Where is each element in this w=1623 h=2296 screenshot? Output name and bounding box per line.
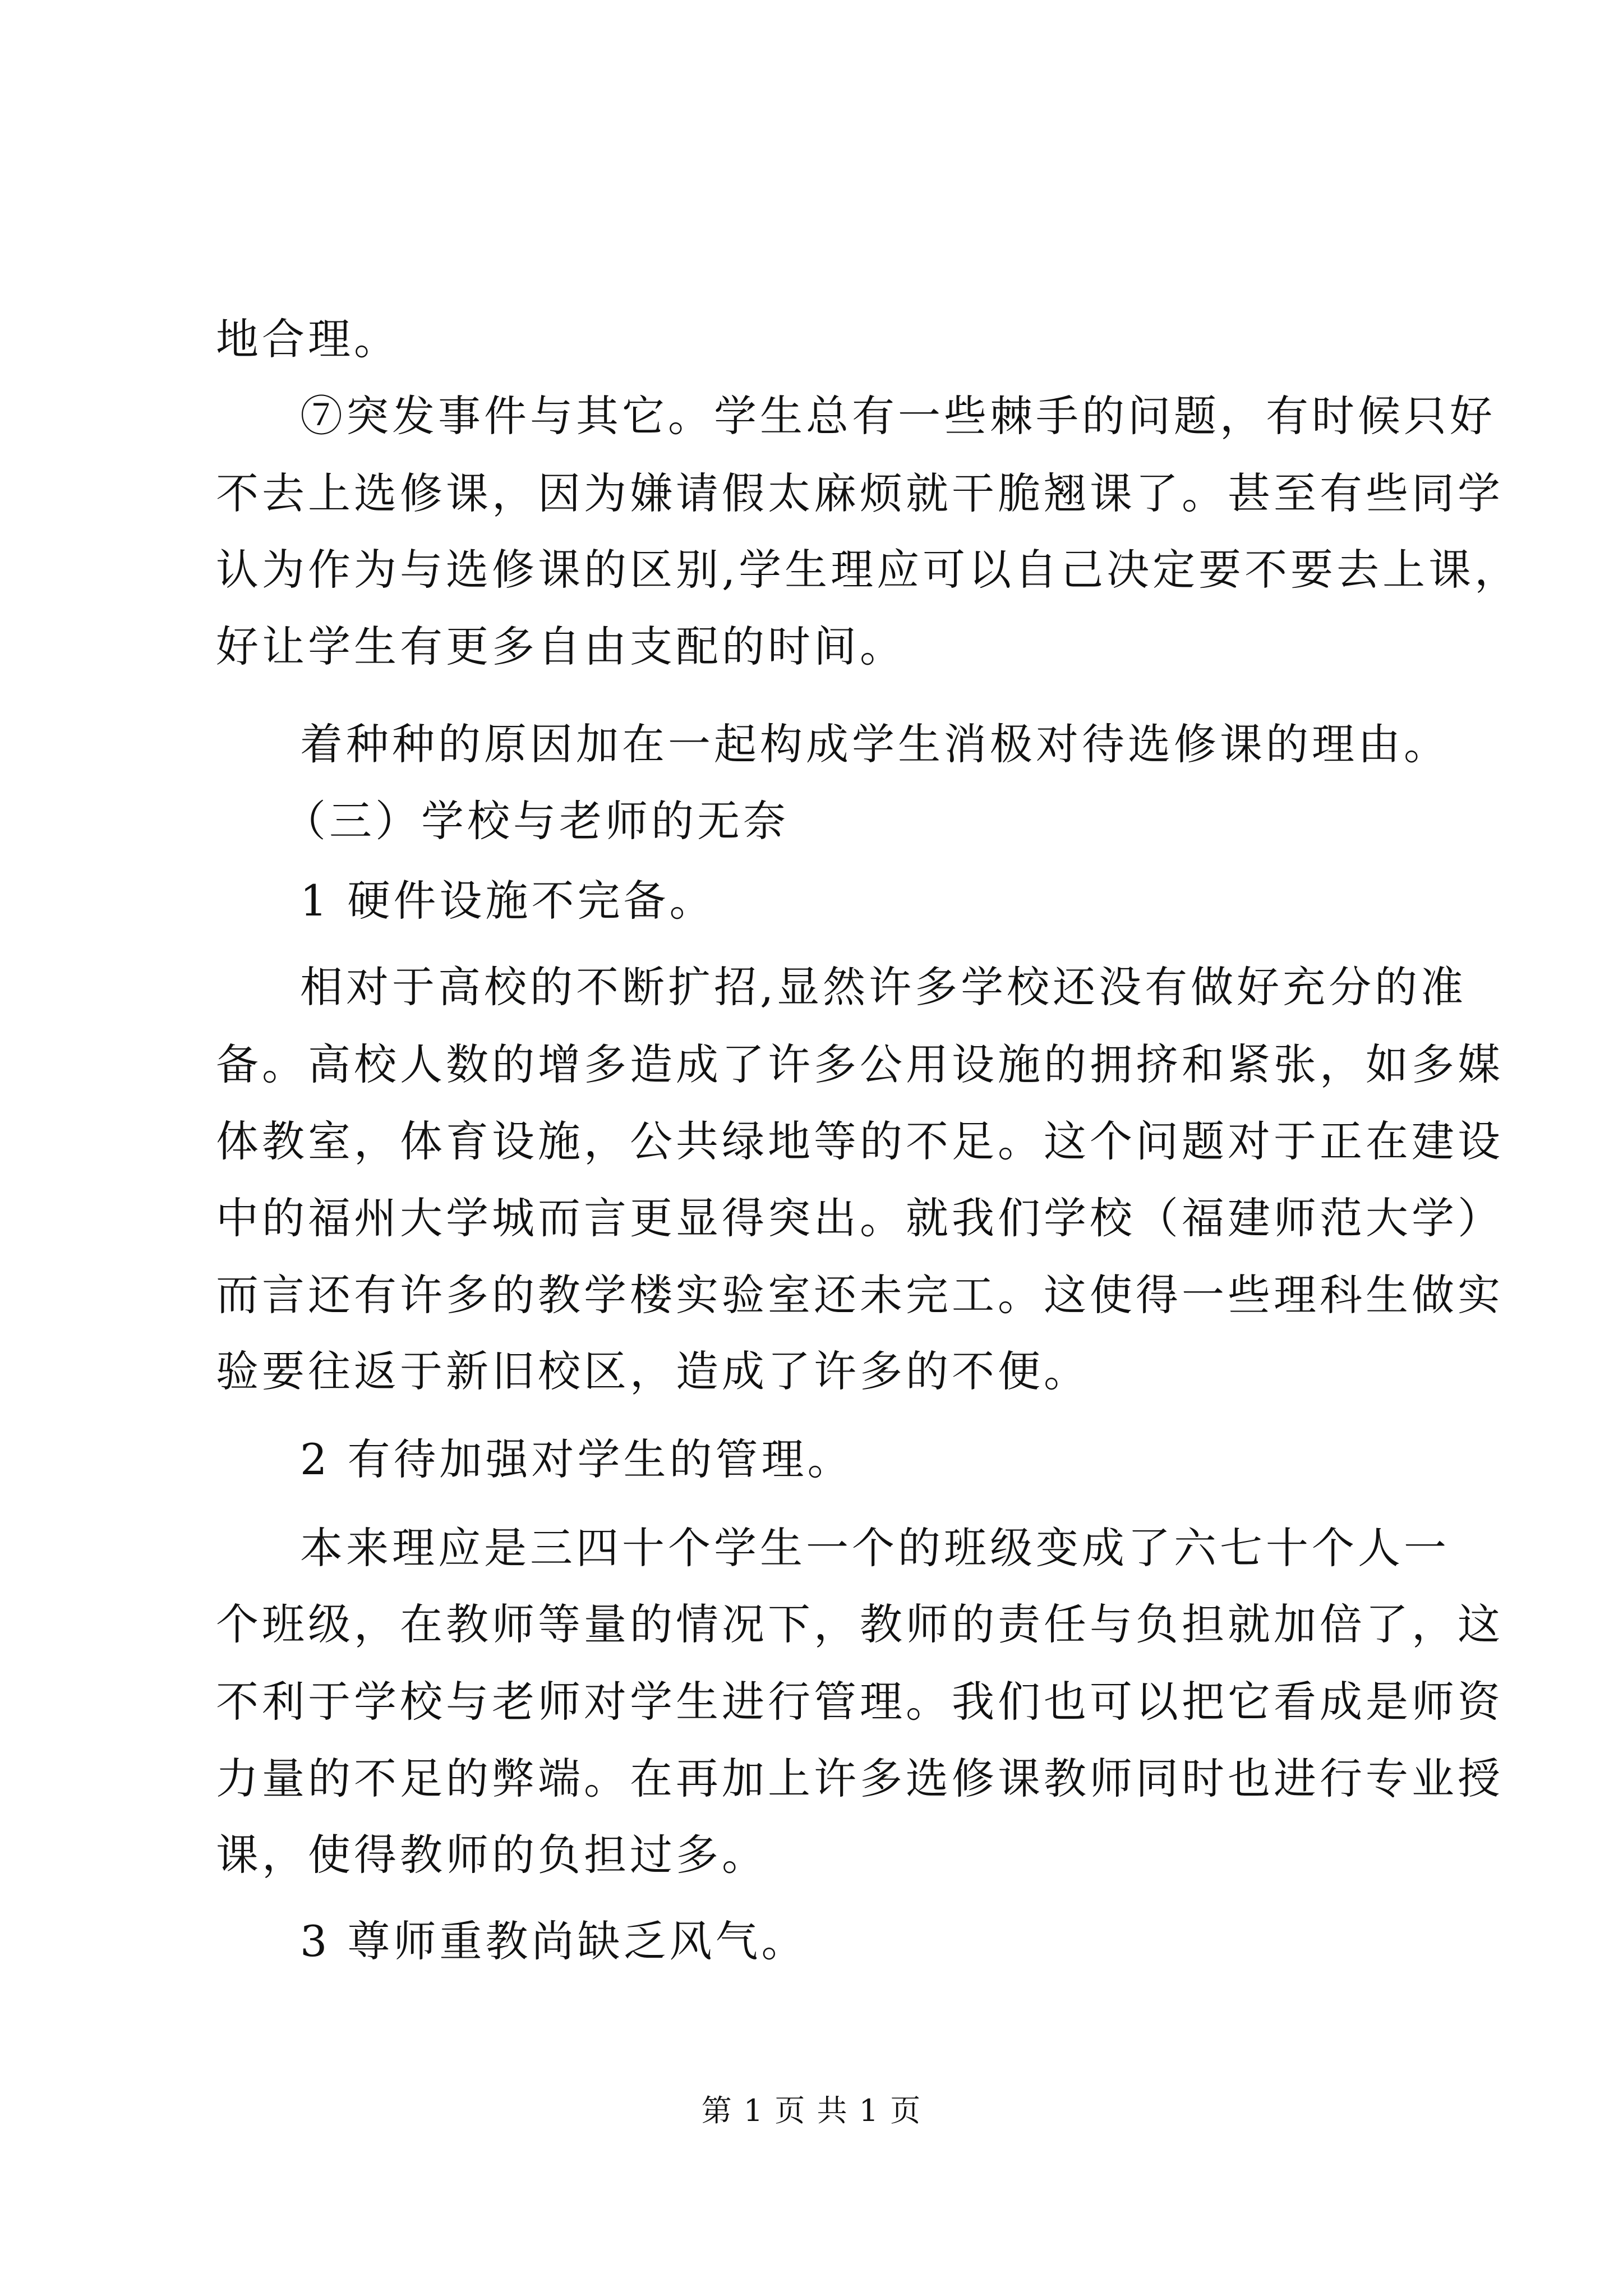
text-line: 备。高校人数的增多造成了许多公用设施的拥挤和紧张，如多媒 xyxy=(216,1039,1504,1089)
text-line: 着种种的原因加在一起构成学生消极对待选修课的理由。 xyxy=(300,719,1450,769)
text-line: 而言还有许多的教学楼实验室还未完工。这使得一些理科生做实 xyxy=(216,1270,1504,1320)
text-line: ⑦突发事件与其它。学生总有一些棘手的问题，有时候只好 xyxy=(300,391,1496,441)
text-line: 认为作为与选修课的区别,学生理应可以自己决定要不要去上课， xyxy=(216,545,1521,595)
text-line: 验要往返于新旧校区，造成了许多的不便。 xyxy=(216,1346,1090,1396)
sub-heading: 1 硬件设施不完备。 xyxy=(300,876,716,926)
text-line: 地合理。 xyxy=(216,314,400,364)
text-line: 中的福州大学城而言更显得突出。就我们学校（福建师范大学） xyxy=(216,1193,1504,1243)
text-line: 不利于学校与老师对学生进行管理。我们也可以把它看成是师资 xyxy=(216,1677,1504,1727)
text-line: 个班级，在教师等量的情况下，教师的责任与负担就加倍了，这 xyxy=(216,1599,1504,1649)
text-line: 不去上选修课，因为嫌请假太麻烦就干脆翘课了。甚至有些同学 xyxy=(216,468,1504,518)
text-line: 好让学生有更多自由支配的时间。 xyxy=(216,622,906,671)
sub-heading: 2 有待加强对学生的管理。 xyxy=(300,1434,854,1484)
section-heading: （三）学校与老师的无奈 xyxy=(283,796,789,846)
text-line: 课，使得教师的负担过多。 xyxy=(216,1830,768,1880)
text-line: 体教室，体育设施，公共绿地等的不足。这个问题对于正在建设 xyxy=(216,1116,1504,1166)
page-footer: 第 1 页 共 1 页 xyxy=(701,2093,922,2128)
text-line: 本来理应是三四十个学生一个的班级变成了六七十个人一 xyxy=(300,1523,1450,1573)
sub-heading: 3 尊师重教尚缺乏风气。 xyxy=(300,1916,808,1966)
text-line: 相对于高校的不断扩招,显然许多学校还没有做好充分的准 xyxy=(300,962,1467,1012)
text-line: 力量的不足的弊端。在再加上许多选修课教师同时也进行专业授 xyxy=(216,1754,1504,1803)
